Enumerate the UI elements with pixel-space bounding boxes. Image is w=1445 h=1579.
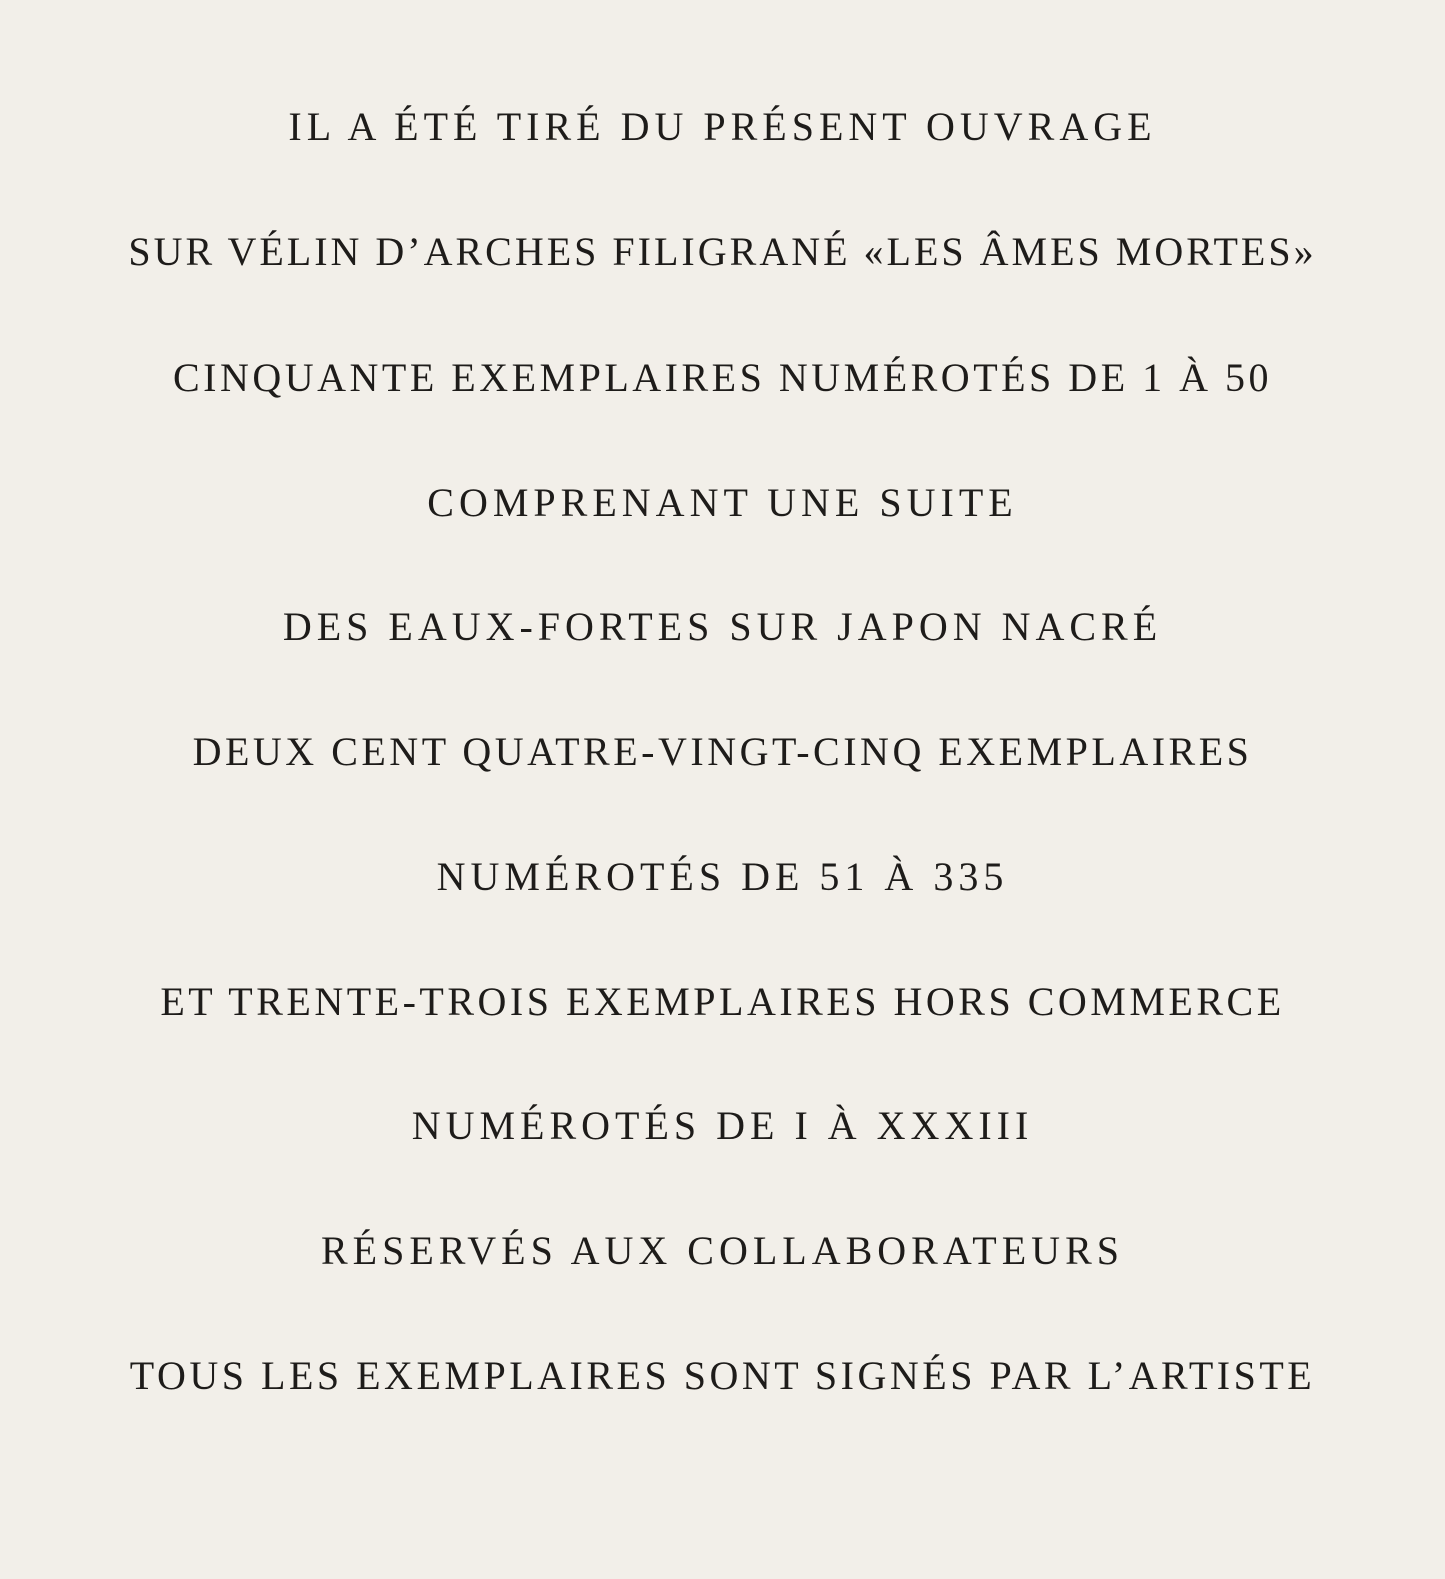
colophon-line-4: COMPRENANT UNE SUITE [427,480,1018,525]
colophon-line-3: CINQUANTE EXEMPLAIRES NUMÉROTÉS DE 1 À 50 [172,355,1273,400]
colophon-line-5: DES EAUX-FORTES SUR JAPON NACRÉ [282,604,1163,649]
colophon-line-1: IL A ÉTÉ TIRÉ DU PRÉSENT OUVRAGE [288,104,1157,149]
colophon-line-2: SUR VÉLIN D’ARCHES FILIGRANÉ «LES ÂMES MORTES» [128,229,1317,274]
colophon-line-11: TOUS LES EXEMPLAIRES SONT SIGNÉS PAR L’ARTISTE [129,1353,1316,1398]
colophon-line-8: ET TRENTE-TROIS EXEMPLAIRES HORS COMMERCE [160,979,1285,1024]
colophon-line-7: NUMÉROTÉS DE 51 À 335 [436,854,1009,899]
colophon-line-10: RÉSERVÉS AUX COLLABORATEURS [321,1228,1124,1273]
colophon-line-9: NUMÉROTÉS DE I À XXXIII [411,1103,1034,1148]
colophon-line-6: DEUX CENT QUATRE-VINGT-CINQ EXEMPLAIRES [192,729,1253,774]
